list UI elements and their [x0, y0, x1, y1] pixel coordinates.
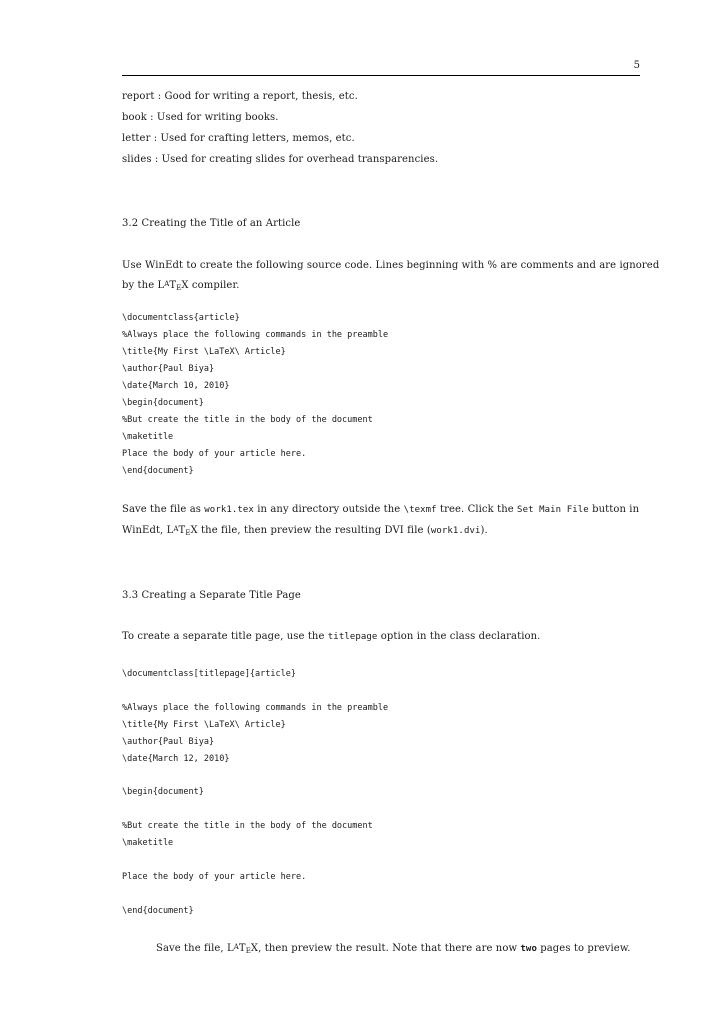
code-line: \maketitle: [122, 432, 174, 442]
section-heading-3-3: 3.3 Creating a Separate Title Page: [122, 590, 301, 601]
titlepage-intro: To create a separate title page, use the titlepage option in the class declaration.: [122, 631, 541, 642]
code-line: \author{Paul Biya}: [122, 737, 215, 747]
code-line: \title{My First \LaTeX\ Article}: [122, 347, 286, 357]
code-line: %Always place the following commands in the preamble: [122, 703, 389, 713]
latex-logo: $L^AT_EX$: [157, 280, 189, 292]
class-item-report: report : Good for writing a report, thesis, etc.: [122, 91, 358, 102]
class-item-letter: letter : Used for crafting letters, memos, etc.: [122, 133, 355, 144]
save-instructions-line1: Save the file as work1.tex in any directory outside the \texmf tree. Click the Set Main File button in: [122, 504, 640, 515]
code-line: \end{document}: [122, 906, 194, 916]
code-line: Place the body of your article here.: [122, 872, 307, 882]
code-line: %But create the title in the body of the document: [122, 821, 373, 831]
class-item-book: book : Used for writing books.: [122, 112, 279, 123]
code-line: %Always place the following commands in the preamble: [122, 330, 389, 340]
code-line: \begin{document}: [122, 787, 204, 797]
section-heading-3-2: 3.2 Creating the Title of an Article: [122, 218, 301, 229]
code-line: \end{document}: [122, 466, 194, 476]
code-line: \maketitle: [122, 838, 174, 848]
code-line: \title{My First \LaTeX\ Article}: [122, 720, 286, 730]
closing-paragraph: Save the file, $L^AT_EX$, then preview the result. Note that there are now two pages to preview.: [156, 943, 631, 955]
class-item-slides: slides : Used for creating slides for overhead transparencies.: [122, 154, 439, 165]
code-line: \author{Paul Biya}: [122, 364, 215, 374]
save-instructions-line2: WinEdt, $L^AT_EX$ the file, then preview the resulting DVI file (work1.dvi).: [122, 525, 488, 537]
code-line: \documentclass{article}: [122, 313, 240, 323]
code-line: %But create the title in the body of the document: [122, 415, 373, 425]
latex-logo: $L^AT_EX$: [227, 943, 259, 955]
intro-paragraph-line1: Use WinEdt to create the following source code. Lines beginning with % are comments and are ignored: [122, 260, 660, 271]
intro-paragraph-line2: by the $L^AT_EX$ compiler.: [122, 280, 240, 292]
code-line: \begin{document}: [122, 398, 204, 408]
code-line: \documentclass[titlepage]{article}: [122, 669, 296, 679]
code-line: Place the body of your article here.: [122, 449, 307, 459]
page-number: 5: [633, 60, 640, 71]
latex-logo: $L^AT_EX$: [166, 525, 198, 537]
code-line: \date{March 10, 2010}: [122, 381, 230, 391]
code-line: \date{March 12, 2010}: [122, 754, 230, 764]
header-rule: [122, 75, 640, 76]
